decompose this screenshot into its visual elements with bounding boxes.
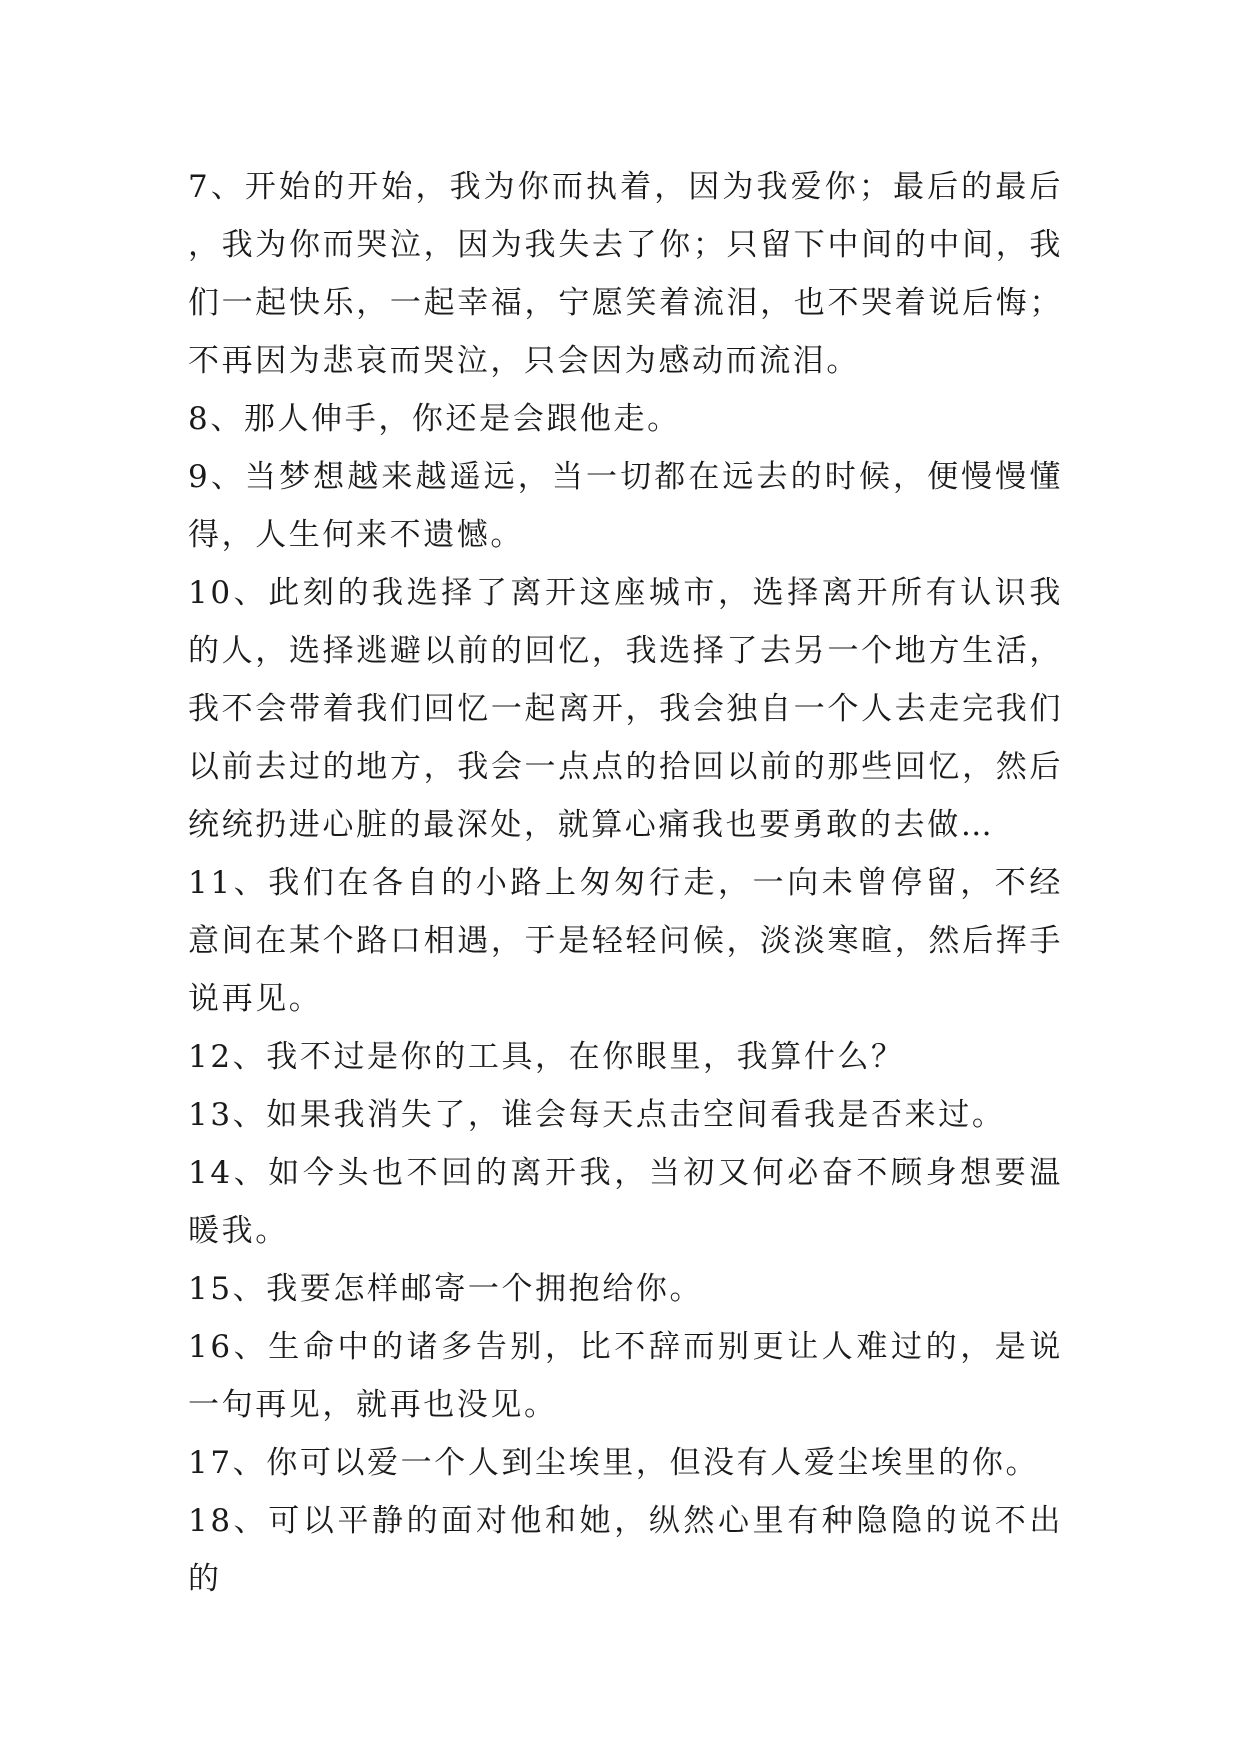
paragraph-9: 9、当梦想越来越遥远，当一切都在远去的时候，便慢慢懂得，人生何来不遗憾。	[188, 459, 1063, 553]
paragraph-11: 11、我们在各自的小路上匆匆行走，一向未曾停留，不经意间在某个路口相遇，于是轻轻问候，淡淡寒暄，然后挥手说再见。	[188, 865, 1063, 1017]
paragraph-14: 14、如今头也不回的离开我，当初又何必奋不顾身想要温暖我。	[188, 1155, 1063, 1249]
paragraph-18: 18、可以平静的面对他和她，纵然心里有种隐隐的说不出的	[188, 1503, 1063, 1597]
document-body	[188, 158, 1063, 1608]
paragraph-7: 7、开始的开始，我为你而执着，因为我爱你；最后的最后，我为你而哭泣，因为我失去了你；只留下中间的中间，我们一起快乐，一起幸福，宁愿笑着流泪，也不哭着说后悔；不再因为悲哀而哭泣，只会因为感动而流泪。	[188, 169, 1063, 379]
paragraph-15: 15、我要怎样邮寄一个拥抱给你。	[188, 1271, 704, 1307]
paragraph-13: 13、如果我消失了，谁会每天点击空间看我是否来过。	[188, 1097, 1006, 1133]
paragraph-8: 8、那人伸手，你还是会跟他走。	[188, 401, 681, 437]
paragraph-10: 10、此刻的我选择了离开这座城市，选择离开所有认识我的人，选择逃避以前的回忆，我选择了去另一个地方生活，我不会带着我们回忆一起离开，我会独自一个人去走完我们以前去过的地方，我会一点点的拾回以前的那些回忆，然后统统扔进心脏的最深处，就算心痛我也要勇敢的去做…	[188, 575, 1063, 843]
paragraph-16: 16、生命中的诸多告别，比不辞而别更让人难过的，是说一句再见，就再也没见。	[188, 1329, 1063, 1423]
paragraph-17: 17、你可以爱一个人到尘埃里，但没有人爱尘埃里的你。	[188, 1445, 1040, 1481]
paragraph-12: 12、我不过是你的工具，在你眼里，我算什么？	[188, 1039, 905, 1075]
